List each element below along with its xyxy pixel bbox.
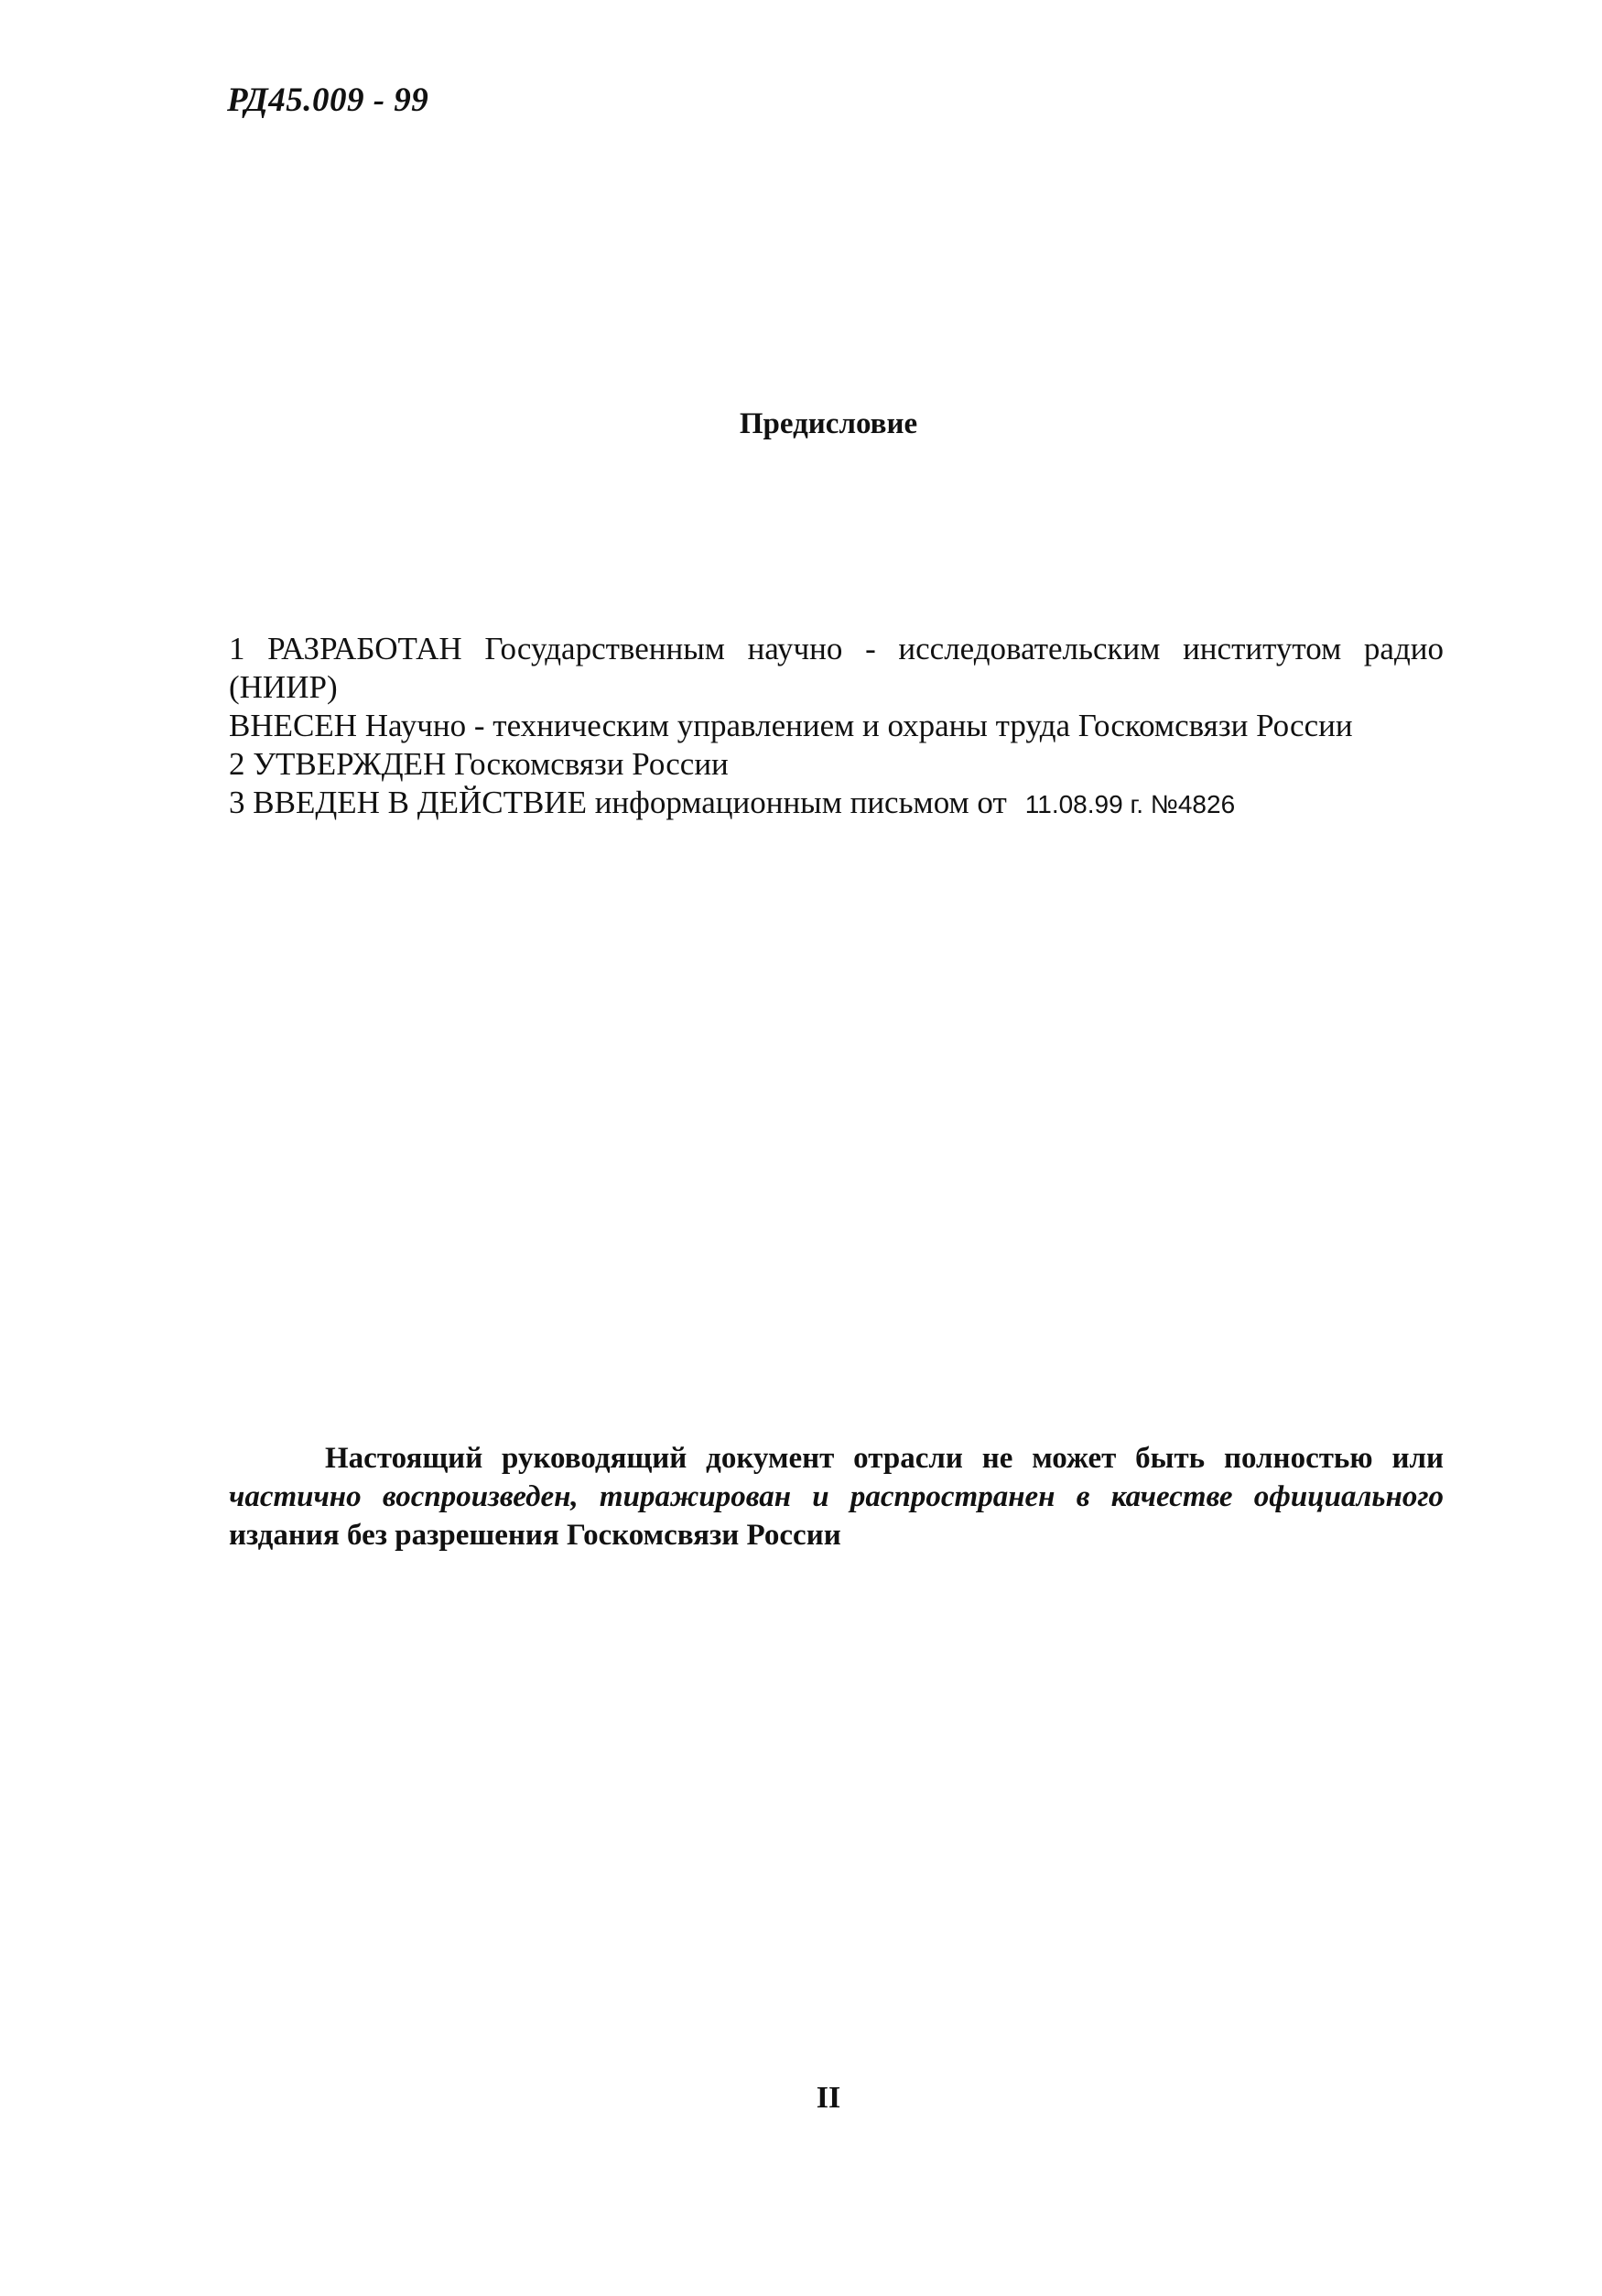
copyright-notice	[229, 1439, 1444, 1554]
info-developed-line-continuation: (НИИР)	[229, 669, 338, 705]
document-code: РД45.009 - 99	[227, 81, 429, 119]
page-title: Предисловие	[739, 407, 918, 440]
page-number: II	[816, 2081, 841, 2115]
info-submitted-line: ВНЕСЕН Научно - техническим управлением и охраны труда Госкомсвязи России	[229, 708, 1353, 743]
info-enacted-line	[229, 784, 1444, 824]
notice-line-2: частично воспроизведен, тиражирован и распространен в качестве официального	[229, 1480, 1444, 1513]
document-info-block	[229, 630, 1444, 824]
info-developed-line: 1 РАЗРАБОТАН Государственным научно - исследовательским институтом радио	[229, 631, 1444, 666]
notice-line-3: издания без разрешения Госкомсвязи России	[229, 1519, 841, 1552]
info-approved-line: 2 УТВЕРЖДЕН Госкомсвязи России	[229, 746, 729, 782]
info-enacted-text: 3 ВВЕДЕН В ДЕЙСТВИЕ информационным письмом от	[229, 785, 1007, 820]
notice-line-1: Настоящий руководящий документ отрасли не может быть полностью или	[325, 1442, 1444, 1475]
info-enacted-date: 11.08.99 г. №4826	[1024, 790, 1236, 818]
